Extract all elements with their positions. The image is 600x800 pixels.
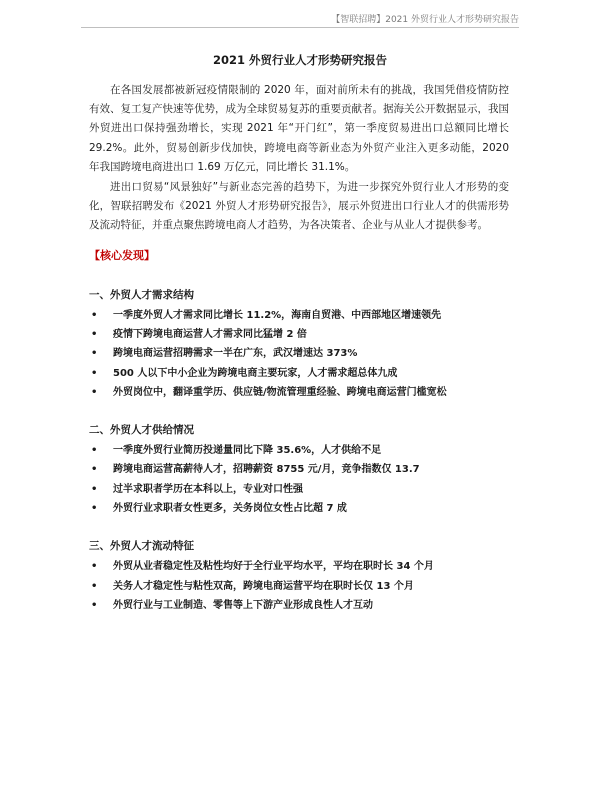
bullet-icon: • (91, 348, 98, 360)
page-header (0, 0, 600, 30)
finding-text: 关务人才稳定性与粘性双高，跨境电商运营平均在职时长仅 13 个月 (113, 580, 414, 592)
finding-text: 外贸从业者稳定性及粘性均好于全行业平均水平，平均在职时长 34 个月 (113, 561, 434, 573)
bullet-icon: • (91, 580, 98, 592)
finding-text: 一季度外贸行业简历投递量同比下降 35.6%，人才供给不足 (113, 445, 382, 457)
bullet-icon: • (91, 464, 98, 476)
finding-text: 疫情下跨境电商运营人才需求同比猛增 2 倍 (113, 328, 307, 340)
bullet-icon: • (91, 386, 98, 398)
list-item (89, 480, 509, 499)
section-demand (89, 286, 509, 402)
finding-list (89, 557, 509, 615)
list-item (89, 344, 509, 363)
bullet-icon: • (91, 483, 98, 495)
list-item (89, 596, 509, 615)
bullet-icon: • (91, 445, 98, 457)
list-item (89, 557, 509, 576)
finding-text: 过半求职者学历在本科以上，专业对口性强 (113, 483, 303, 495)
bullet-icon: • (91, 367, 98, 379)
finding-text: 外贸岗位中，翻译重学历、供应链/物流管理重经验、跨境电商运营门槛宽松 (113, 386, 447, 398)
core-findings-label: 【核心发现】 (89, 248, 155, 262)
finding-text: 外贸行业与工业制造、零售等上下游产业形成良性人才互动 (113, 599, 373, 611)
bullet-icon: • (91, 561, 98, 573)
finding-text: 外贸行业求职者女性更多，关务岗位女性占比超 7 成 (113, 503, 347, 514)
finding-list (89, 441, 509, 518)
list-item (89, 383, 509, 402)
report-body (89, 81, 509, 615)
list-item (89, 460, 509, 479)
finding-text: 跨境电商运营高薪待人才，招聘薪资 8755 元/月，竞争指数仅 13.7 (113, 464, 420, 476)
list-item (89, 306, 509, 325)
list-item (89, 325, 509, 344)
list-item (89, 364, 509, 383)
header-text: 【智联招聘】2021 外贸行业人才形势研究报告 (331, 15, 519, 25)
bullet-icon: • (91, 599, 98, 611)
intro-paragraph: 进出口贸易“风景独好”与新业态完善的趋势下，为进一步探究外贸行业人才形势的变化，智联招聘发布《2021 外贸人才形势研究报告》，展示外贸进出口行业人才的供需形势及流动特征，并重点聚焦跨境电商人才趋势，为各决策者、企业与从业人才提供参考。 (89, 181, 509, 232)
section-heading: 三、外贸人才流动特征 (89, 540, 194, 553)
finding-text: 一季度外贸人才需求同比增长 11.2%，海南自贸港、中西部地区增速领先 (113, 309, 442, 321)
header-divider (81, 27, 519, 28)
bullet-icon: • (91, 503, 98, 514)
finding-text: 跨境电商运营招聘需求一半在广东，武汉增速达 373% (113, 348, 358, 360)
section-mobility (89, 537, 509, 615)
intro-paragraph: 在各国发展都被新冠疫情限制的 2020 年，面对前所未有的挑战，我国凭借疫情防控有效、复工复产快速等优势，成为全球贸易复苏的重要贡献者。据海关公开数据显示，我国外贸进出口保持强劲增长，实现 2021 年“开门红”，第一季度贸易进出口总额同比增长 29.2%。此外，贸易创新步伐加快，跨境电商等新业态为外贸产业注入更多动能，2020 年我国跨境电商进出口 1.69 万亿元，同比增长 31.1%。 (89, 84, 509, 173)
section-heading: 二、外贸人才供给情况 (89, 424, 194, 437)
bullet-icon: • (91, 328, 98, 340)
finding-text: 500 人以下中小企业为跨境电商主要玩家，人才需求超总体九成 (113, 367, 398, 379)
list-item (89, 499, 509, 518)
section-supply (89, 421, 509, 518)
list-item (89, 441, 509, 460)
section-heading: 一、外贸人才需求结构 (89, 288, 194, 301)
report-title: 2021 外贸行业人才形势研究报告 (212, 53, 387, 67)
finding-list (89, 306, 509, 402)
bullet-icon: • (91, 309, 98, 321)
list-item (89, 577, 509, 596)
